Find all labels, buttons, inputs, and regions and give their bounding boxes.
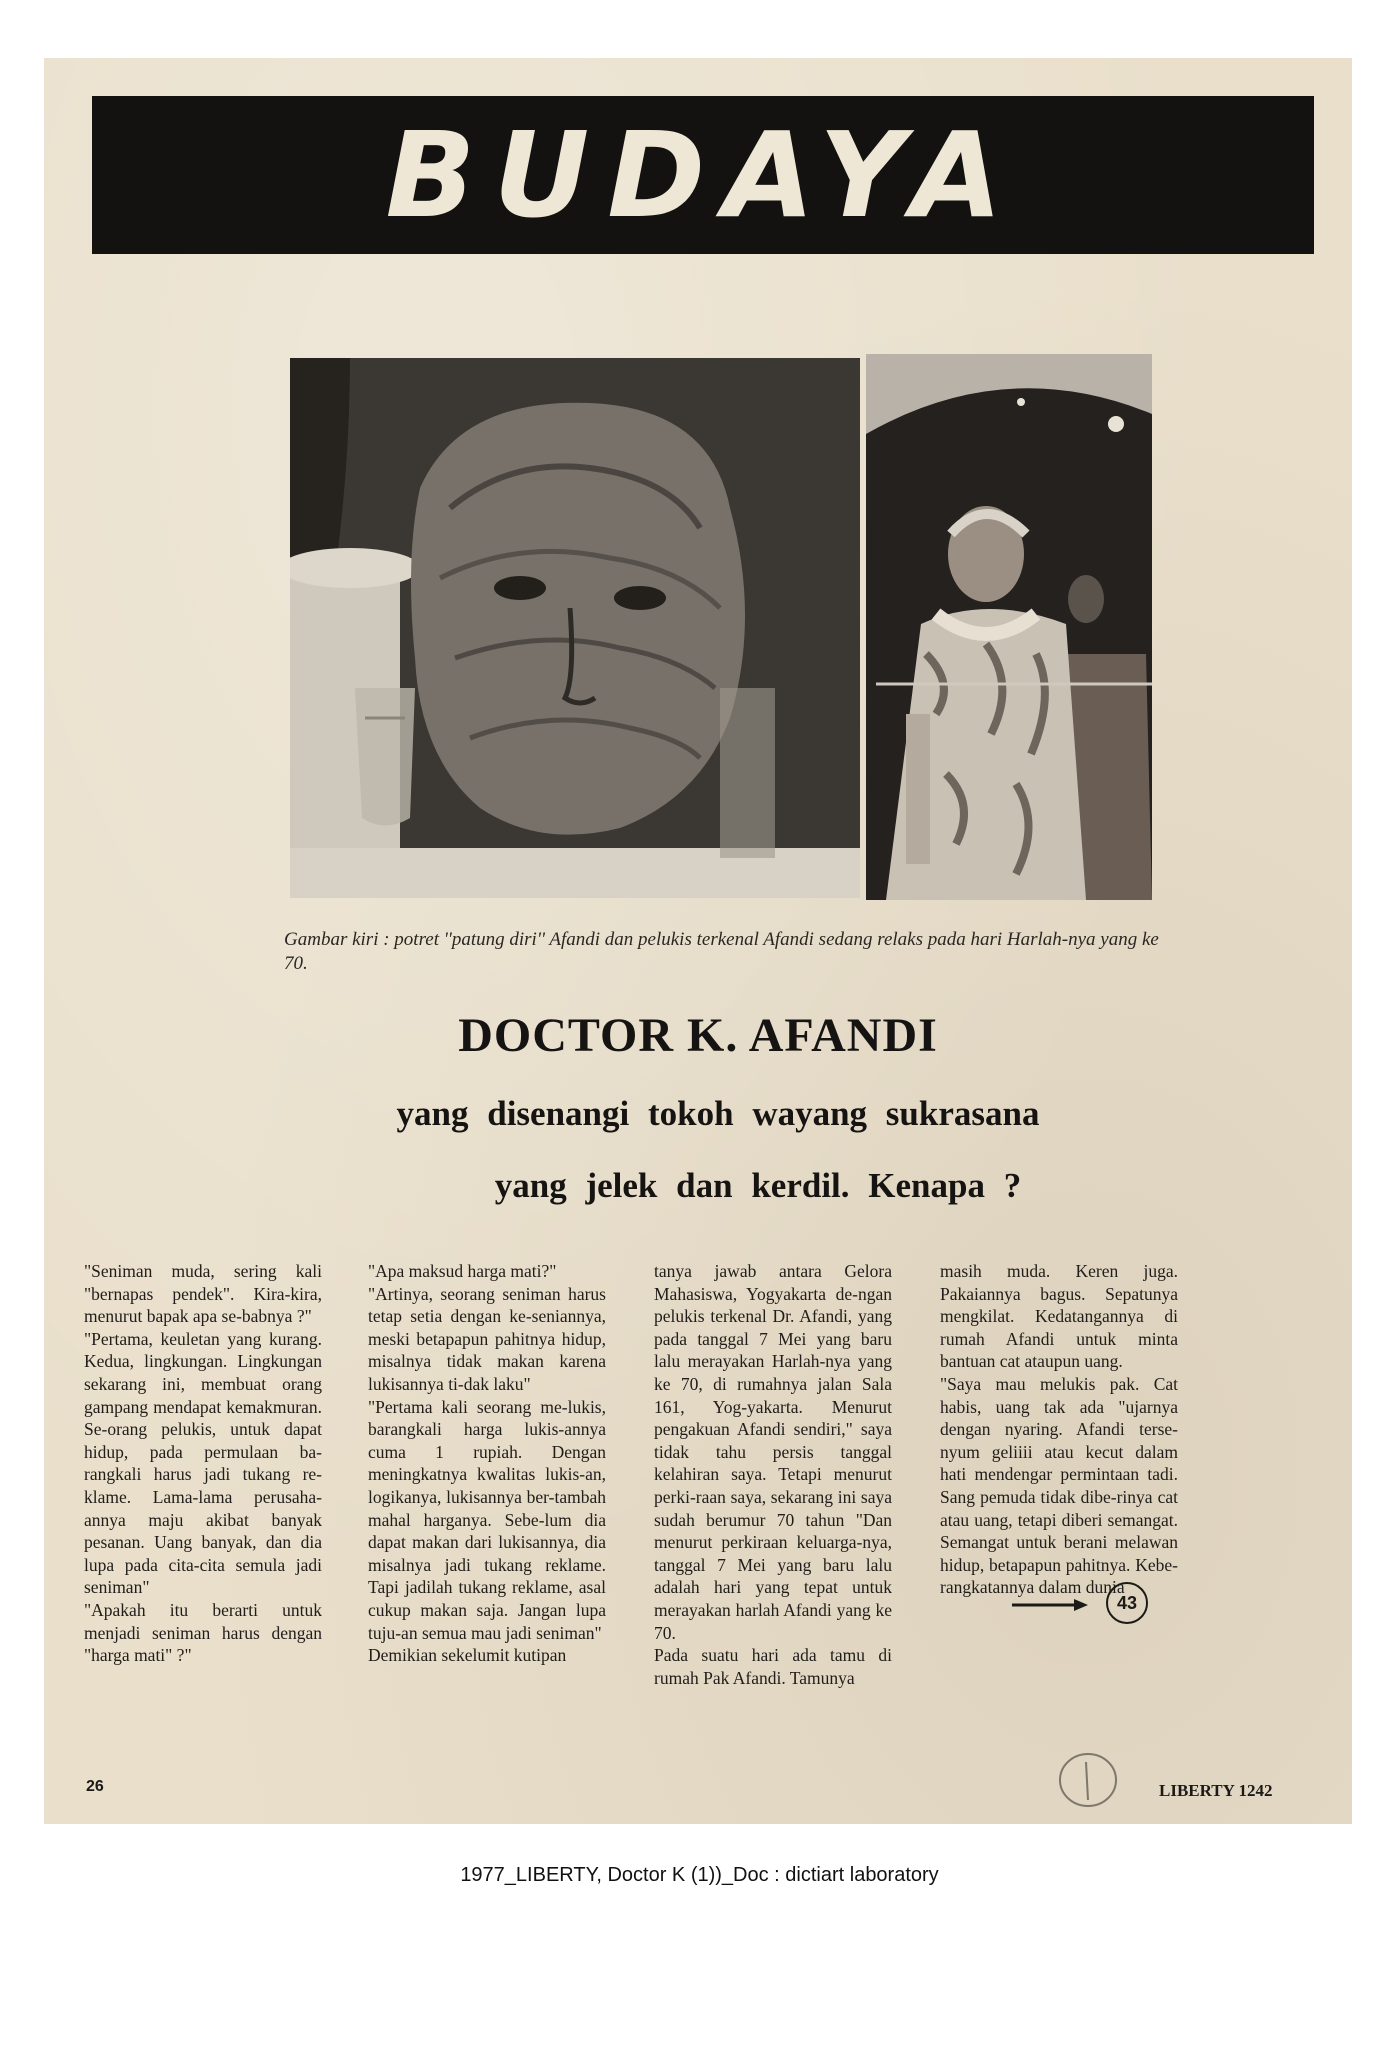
scanned-magazine-page: [44, 58, 1352, 1824]
sculpture-head-image: [290, 358, 860, 898]
section-title: BUDAYA: [385, 106, 1021, 244]
photo-self-portrait-sculpture: [290, 358, 860, 898]
article-subhead-line1: yang disenangi tokoh wayang sukrasana: [396, 1094, 1040, 1133]
section-banner: [92, 96, 1314, 254]
continued-page-number: 43: [1106, 1582, 1148, 1624]
article-headline: DOCTOR K. AFANDI: [458, 1009, 938, 1062]
page-number: 26: [86, 1778, 104, 1795]
handwritten-mark-icon: [1054, 1748, 1124, 1814]
article-subhead-line2: yang jelek dan kerdil. Kenapa ?: [494, 1166, 1022, 1205]
afandi-photo-image: [866, 354, 1152, 900]
continue-arrow-icon: [1012, 1598, 1088, 1612]
photo-caption: Gambar kiri : potret ''patung diri'' Afandi dan pelukis terkenal Afandi sedang relaks pada hari Harlah-nya yang ke 70.: [284, 929, 1159, 974]
article-column-3: tanya jawab antara Gelora Mahasiswa, Yogyakarta de-ngan pelukis terkenal Dr. Afandi, yang pada tanggal 7 Mei yang baru lalu merayakan Harlah-nya yang ke 70, di rumahnya jalan Sala 161, Yog-yakarta. Menurut pengakuan Afandi sendiri," saya tidak tahu persis tanggal kelahiran saya. Tetapi menurut perki-raan saya, sekarang ini saya sudah berumur 70 tahun "Dan menurut perkiraan keluarga-nya, tanggal 7 Mei yang baru lalu adalah hari yang tepat untuk merayakan harlah Afandi yang ke 70. Pada suatu hari ada tamu di rumah Pak Afandi. Tamunya: [654, 1261, 892, 1688]
article-column-4: masih muda. Keren juga. Pakaiannya bagus. Sepatunya mengkilat. Kedatangannya di rumah Afandi untuk minta bantuan cat ataupun uang. "Saya mau melukis pak. Cat habis, uang tak ada "ujarnya dengan nyaring. Afandi terse-nyum geliiii atau kecut dalam hati mendengar permintaan tadi. Sang pemuda tidak dibe-rinya cat atau uang, tetapi diberi semangat. Semangat untuk berani melawan hidup, betapapun pahitnya. Kebe-rangkatannya dalam dunia: [940, 1261, 1178, 1598]
photo-afandi-relaxing: [866, 354, 1152, 900]
article-column-2: "Apa maksud harga mati?" "Artinya, seorang seniman harus tetap setia dengan ke-seniannya, meski betapapun pahitnya hidup, misalnya tidak makan karena lukisannya ti-dak laku" "Pertama kali seorang me-lukis, barangkali harga lukis-annya cuma 1 rupiah. Dengan meningkatnya kwalitas lukis-an, logikanya, lukisannya ber-tambah mahal harganya. Sebe-lum dia dapat makan dari lukisannya, dia misalnya jadi tukang reklame. Tapi jadilah tukang reklame, asal cukup makan saja. Jangan lupa tuju-an semua mau jadi seniman" Demikian sekelumit kutipan: [368, 1261, 606, 1666]
magazine-issue: LIBERTY 1242: [1159, 1781, 1273, 1800]
article-column-1: "Seniman muda, sering kali "bernapas pendek". Kira-kira, menurut bapak apa se-babnya ?" "Pertama, keuletan yang kurang. Kedua, lingkungan. Lingkungan sekarang ini, membuat orang gampang mendapat kemakmuran. Se-orang pelukis, untuk dapat hidup, pada permulaan ba-rangkali harus jadi tukang re-klame. Lama-lama perusaha-annya maju akibat banyak pesanan. Uang banyak, dan dia lupa pada cita-cita semula jadi seniman" "Apakah itu berarti untuk menjadi seniman harus dengan "harga mati" ?": [84, 1261, 322, 1666]
archive-credit: 1977_LIBERTY, Doctor K (1))_Doc : dictiart laboratory: [460, 1864, 939, 1886]
